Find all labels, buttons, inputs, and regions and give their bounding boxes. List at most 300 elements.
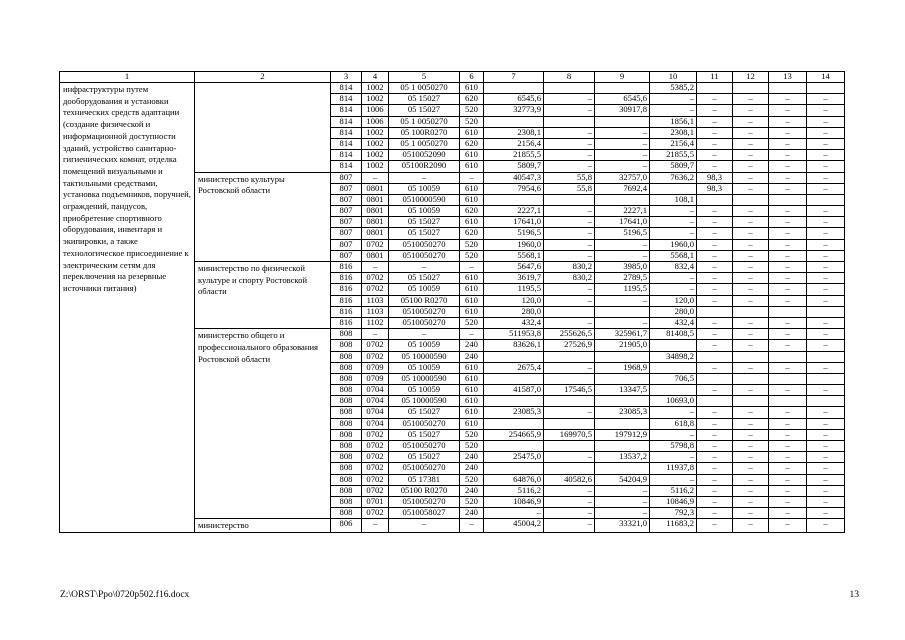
table-cell: – xyxy=(362,519,389,533)
table-cell: 05 17381 xyxy=(389,474,460,485)
table-cell xyxy=(697,351,733,362)
column-number-6: 6 xyxy=(460,72,484,83)
table-cell: 1002 xyxy=(362,83,389,94)
table-cell: 05 10059 xyxy=(389,183,460,194)
executor-label: министерство общего и профессионального образования Ростовской области xyxy=(195,329,331,519)
table-cell: 11683,2 xyxy=(650,519,697,533)
table-cell: 0702 xyxy=(362,351,389,362)
table-cell: 1968,9 xyxy=(595,362,650,373)
table-cell: – xyxy=(733,239,769,250)
table-cell: – xyxy=(697,385,733,396)
table-cell: – xyxy=(650,217,697,228)
table-cell: 0709 xyxy=(362,373,389,384)
table-cell: 23085,3 xyxy=(595,407,650,418)
table-cell: 814 xyxy=(331,138,362,149)
table-cell: 816 xyxy=(331,306,362,317)
table-cell: 808 xyxy=(331,508,362,519)
table-cell: 0702 xyxy=(362,474,389,485)
table-cell: – xyxy=(769,172,807,183)
table-cell: 13537,2 xyxy=(595,452,650,463)
table-cell: 83626,1 xyxy=(484,340,544,351)
table-cell: – xyxy=(769,284,807,295)
table-cell xyxy=(544,116,595,127)
table-cell: – xyxy=(733,340,769,351)
table-cell xyxy=(484,441,544,452)
table-cell: – xyxy=(769,317,807,328)
table-cell: – xyxy=(733,183,769,194)
table-cell: – xyxy=(769,250,807,261)
table-cell: 240 xyxy=(460,508,484,519)
table-cell: – xyxy=(595,150,650,161)
table-cell: 807 xyxy=(331,206,362,217)
table-cell: 0510050270 xyxy=(389,317,460,328)
table-cell: 520 xyxy=(460,474,484,485)
table-cell: 30917,8 xyxy=(595,105,650,116)
table-cell: 2308,1 xyxy=(650,127,697,138)
table-cell: 5568,1 xyxy=(484,250,544,261)
table-cell: 814 xyxy=(331,116,362,127)
table-cell: 808 xyxy=(331,474,362,485)
table-cell xyxy=(697,396,733,407)
table-cell: – xyxy=(733,161,769,172)
table-cell: 806 xyxy=(331,519,362,533)
executor-label xyxy=(195,83,331,173)
table-cell: – xyxy=(807,217,845,228)
table-cell xyxy=(595,116,650,127)
table-cell: – xyxy=(697,150,733,161)
table-cell: 05 1 0050270 xyxy=(389,116,460,127)
table-cell: 816 xyxy=(331,284,362,295)
table-cell: 814 xyxy=(331,161,362,172)
table-cell: – xyxy=(807,452,845,463)
table-cell: – xyxy=(733,441,769,452)
table-cell xyxy=(484,373,544,384)
table-cell: – xyxy=(544,250,595,261)
table-cell: – xyxy=(769,94,807,105)
table-cell xyxy=(595,351,650,362)
table-cell: 1002 xyxy=(362,138,389,149)
table-cell xyxy=(733,306,769,317)
table-cell: 610 xyxy=(460,194,484,205)
table-cell: – xyxy=(697,429,733,440)
table-cell: 814 xyxy=(331,83,362,94)
table-cell xyxy=(807,83,845,94)
table-cell: – xyxy=(769,452,807,463)
table-cell xyxy=(544,194,595,205)
table-cell: – xyxy=(697,329,733,340)
table-cell: – xyxy=(769,340,807,351)
table-cell: – xyxy=(697,105,733,116)
table-cell: – xyxy=(807,105,845,116)
table-cell: – xyxy=(697,452,733,463)
table-cell: 0709 xyxy=(362,362,389,373)
table-cell: 1960,0 xyxy=(650,239,697,250)
table-cell: – xyxy=(544,150,595,161)
footer-file-path: Z:\ORST\Ppo\0720p502.f16.docx xyxy=(60,590,190,600)
table-cell: – xyxy=(595,127,650,138)
table-cell: 325961,7 xyxy=(595,329,650,340)
table-cell: – xyxy=(769,418,807,429)
table-cell: 280,0 xyxy=(650,306,697,317)
table-cell: – xyxy=(769,519,807,533)
table-cell: – xyxy=(769,362,807,373)
table-cell: 3985,0 xyxy=(595,262,650,273)
column-number-12: 12 xyxy=(733,72,769,83)
table-cell: 05 10000590 xyxy=(389,351,460,362)
table-cell: 1002 xyxy=(362,127,389,138)
table-cell: 05100 R0270 xyxy=(389,485,460,496)
table-cell: – xyxy=(807,485,845,496)
table-cell: 5798,8 xyxy=(650,441,697,452)
table-cell: 0702 xyxy=(362,284,389,295)
table-cell: 0702 xyxy=(362,452,389,463)
column-number-8: 8 xyxy=(544,72,595,83)
table-cell: 808 xyxy=(331,463,362,474)
table-cell: 0510050270 xyxy=(389,463,460,474)
table-cell xyxy=(595,83,650,94)
table-cell: – xyxy=(650,206,697,217)
table-cell: 620 xyxy=(460,228,484,239)
table-cell: 05 10000590 xyxy=(389,396,460,407)
table-cell: – xyxy=(807,127,845,138)
table-cell: 832,4 xyxy=(650,262,697,273)
table-cell: 432,4 xyxy=(484,317,544,328)
table-cell: 1006 xyxy=(362,116,389,127)
table-cell: 21905,0 xyxy=(595,340,650,351)
table-cell: – xyxy=(544,228,595,239)
table-cell: 0510050270 xyxy=(389,496,460,507)
table-cell xyxy=(769,306,807,317)
table-cell xyxy=(697,83,733,94)
table-cell: 255626,5 xyxy=(544,329,595,340)
table-cell: 21855,5 xyxy=(484,150,544,161)
table-cell: 808 xyxy=(331,429,362,440)
table-cell: – xyxy=(697,228,733,239)
table-cell: – xyxy=(733,362,769,373)
table-cell: – xyxy=(807,228,845,239)
table-cell: 807 xyxy=(331,194,362,205)
table-cell: 7636,2 xyxy=(650,172,697,183)
table-cell: – xyxy=(807,441,845,452)
table-cell: – xyxy=(650,474,697,485)
table-cell: – xyxy=(544,217,595,228)
table-cell: 816 xyxy=(331,295,362,306)
table-cell: 610 xyxy=(460,306,484,317)
table-cell xyxy=(544,306,595,317)
table-cell: 120,0 xyxy=(650,295,697,306)
table-cell: – xyxy=(807,172,845,183)
table-cell: 808 xyxy=(331,407,362,418)
table-cell: – xyxy=(733,284,769,295)
column-number-7: 7 xyxy=(484,72,544,83)
table-cell: 5116,2 xyxy=(484,485,544,496)
table-cell: 32757,0 xyxy=(595,172,650,183)
table-cell: – xyxy=(362,329,389,340)
table-cell: 5116,2 xyxy=(650,485,697,496)
table-cell: – xyxy=(807,407,845,418)
table-cell xyxy=(595,441,650,452)
table-cell: 706,5 xyxy=(650,373,697,384)
table-cell: 808 xyxy=(331,418,362,429)
table-cell: – xyxy=(807,474,845,485)
table-cell: 1195,5 xyxy=(595,284,650,295)
table-cell: 05 15027 xyxy=(389,217,460,228)
table-cell: 618,8 xyxy=(650,418,697,429)
table-cell xyxy=(595,194,650,205)
table-cell: 807 xyxy=(331,250,362,261)
table-cell: – xyxy=(769,183,807,194)
table-cell: – xyxy=(650,94,697,105)
table-cell: – xyxy=(697,273,733,284)
table-cell: 808 xyxy=(331,373,362,384)
table-cell xyxy=(544,396,595,407)
table-cell: 5809,7 xyxy=(650,161,697,172)
table-cell xyxy=(484,83,544,94)
table-cell: 0702 xyxy=(362,340,389,351)
column-number-4: 4 xyxy=(362,72,389,83)
table-cell: – xyxy=(769,329,807,340)
table-cell: 0702 xyxy=(362,239,389,250)
table-cell: 34898,2 xyxy=(650,351,697,362)
table-cell: – xyxy=(595,496,650,507)
table-row xyxy=(60,83,845,94)
table-cell: – xyxy=(484,508,544,519)
table-cell: – xyxy=(544,138,595,149)
table-cell: 0702 xyxy=(362,273,389,284)
table-cell: – xyxy=(544,284,595,295)
table-cell: – xyxy=(807,284,845,295)
table-cell: – xyxy=(544,485,595,496)
table-cell: 5385,2 xyxy=(650,83,697,94)
table-cell: 21855,5 xyxy=(650,150,697,161)
table-cell: 1006 xyxy=(362,105,389,116)
table-cell: – xyxy=(697,127,733,138)
table-cell: – xyxy=(807,340,845,351)
table-cell: 0701 xyxy=(362,496,389,507)
table-cell: 05 15027 xyxy=(389,429,460,440)
table-cell: – xyxy=(389,172,460,183)
table-cell: 240 xyxy=(460,463,484,474)
table-cell: 807 xyxy=(331,172,362,183)
table-cell: 2308,1 xyxy=(484,127,544,138)
table-cell: – xyxy=(733,519,769,533)
table-cell: 1102 xyxy=(362,317,389,328)
table-cell: – xyxy=(362,172,389,183)
table-cell: – xyxy=(544,496,595,507)
table-cell: – xyxy=(807,463,845,474)
table-cell: – xyxy=(733,317,769,328)
table-cell: – xyxy=(807,138,845,149)
table-cell: – xyxy=(733,105,769,116)
table-cell: – xyxy=(769,138,807,149)
table-cell: 610 xyxy=(460,217,484,228)
table-cell: – xyxy=(650,284,697,295)
column-number-5: 5 xyxy=(389,72,460,83)
table-cell: 2675,4 xyxy=(484,362,544,373)
table-cell: – xyxy=(595,161,650,172)
table-cell: – xyxy=(595,138,650,149)
table-cell: – xyxy=(769,127,807,138)
table-cell: 5568,1 xyxy=(650,250,697,261)
table-cell: 610 xyxy=(460,83,484,94)
table-cell: 05 15027 xyxy=(389,452,460,463)
table-cell xyxy=(769,194,807,205)
table-cell: 520 xyxy=(460,317,484,328)
column-number-10: 10 xyxy=(650,72,697,83)
table-cell: 5647,6 xyxy=(484,262,544,273)
table-cell: – xyxy=(769,485,807,496)
table-cell: 197912,9 xyxy=(595,429,650,440)
table-cell: 792,3 xyxy=(650,508,697,519)
table-cell xyxy=(697,194,733,205)
table-cell: 05 1 0050270 xyxy=(389,83,460,94)
table-cell: 5196,5 xyxy=(595,228,650,239)
column-number-1: 1 xyxy=(60,72,195,83)
table-cell: – xyxy=(544,508,595,519)
column-number-row xyxy=(60,72,845,83)
table-cell: 1960,0 xyxy=(484,239,544,250)
table-cell: 610 xyxy=(460,183,484,194)
table-cell: 54204,9 xyxy=(595,474,650,485)
table-cell: 0801 xyxy=(362,206,389,217)
table-cell: 7954,6 xyxy=(484,183,544,194)
table-cell: 520 xyxy=(460,496,484,507)
table-cell xyxy=(484,194,544,205)
table-cell: 610 xyxy=(460,362,484,373)
table-cell xyxy=(807,351,845,362)
table-cell: – xyxy=(769,228,807,239)
table-cell: 0702 xyxy=(362,508,389,519)
table-cell: 05100R2090 xyxy=(389,161,460,172)
table-cell: 40582,6 xyxy=(544,474,595,485)
page-number: 13 xyxy=(849,590,859,600)
table-cell: – xyxy=(807,329,845,340)
table-cell xyxy=(697,373,733,384)
table-cell xyxy=(595,418,650,429)
table-cell xyxy=(484,418,544,429)
table-cell: – xyxy=(650,452,697,463)
table-cell: – xyxy=(733,116,769,127)
table-cell: 520 xyxy=(460,116,484,127)
table-cell: 814 xyxy=(331,150,362,161)
table-cell xyxy=(544,351,595,362)
table-cell: 0702 xyxy=(362,429,389,440)
table-cell: – xyxy=(697,239,733,250)
table-cell: 1195,5 xyxy=(484,284,544,295)
table-cell: – xyxy=(362,262,389,273)
table-cell: 2789,5 xyxy=(595,273,650,284)
table-cell xyxy=(544,441,595,452)
executor-label: министерство по физической культуре и спорту Ростовской области xyxy=(195,262,331,329)
table-cell xyxy=(697,306,733,317)
table-cell: – xyxy=(733,138,769,149)
table-cell: 280,0 xyxy=(484,306,544,317)
table-cell: 610 xyxy=(460,150,484,161)
table-cell: 32773,9 xyxy=(484,105,544,116)
table-cell: – xyxy=(807,418,845,429)
table-cell: 05 15027 xyxy=(389,94,460,105)
table-cell: 0704 xyxy=(362,407,389,418)
table-cell: – xyxy=(544,407,595,418)
table-cell: – xyxy=(769,295,807,306)
table-cell: 0510050270 xyxy=(389,239,460,250)
table-cell: – xyxy=(733,429,769,440)
table-cell: – xyxy=(733,273,769,284)
table-cell: – xyxy=(769,496,807,507)
table-cell: 17546,5 xyxy=(544,385,595,396)
table-cell: – xyxy=(544,239,595,250)
table-cell: 610 xyxy=(460,418,484,429)
table-cell: – xyxy=(595,317,650,328)
table-cell: – xyxy=(650,429,697,440)
table-cell: 808 xyxy=(331,340,362,351)
table-cell: 64876,0 xyxy=(484,474,544,485)
table-cell: 0510052090 xyxy=(389,150,460,161)
table-cell: – xyxy=(697,362,733,373)
table-cell: – xyxy=(807,161,845,172)
table-cell: 05 15027 xyxy=(389,228,460,239)
table-cell: 81408,5 xyxy=(650,329,697,340)
table-cell: 0702 xyxy=(362,463,389,474)
table-cell: 620 xyxy=(460,138,484,149)
table-cell: – xyxy=(807,362,845,373)
table-cell: – xyxy=(733,385,769,396)
table-cell: – xyxy=(697,161,733,172)
table-cell: 33321,0 xyxy=(595,519,650,533)
table-cell: 432,4 xyxy=(650,317,697,328)
table-cell: 5809,7 xyxy=(484,161,544,172)
table-cell xyxy=(650,340,697,351)
table-cell: 0704 xyxy=(362,418,389,429)
table-cell: 1856,1 xyxy=(650,116,697,127)
table-cell: 808 xyxy=(331,396,362,407)
table-cell: 05 10059 xyxy=(389,385,460,396)
table-cell: – xyxy=(544,105,595,116)
table-cell: – xyxy=(807,239,845,250)
table-cell: – xyxy=(769,508,807,519)
table-cell: 0801 xyxy=(362,228,389,239)
table-cell: – xyxy=(544,161,595,172)
table-cell: – xyxy=(807,206,845,217)
table-cell: 0510058027 xyxy=(389,508,460,519)
table-cell: 610 xyxy=(460,127,484,138)
table-cell: – xyxy=(733,172,769,183)
table-cell: 808 xyxy=(331,485,362,496)
table-cell: 05 15027 xyxy=(389,105,460,116)
table-cell: – xyxy=(807,519,845,533)
table-cell: 05 10059 xyxy=(389,340,460,351)
table-cell: – xyxy=(544,206,595,217)
table-cell: 816 xyxy=(331,273,362,284)
table-cell: 610 xyxy=(460,273,484,284)
column-number-13: 13 xyxy=(769,72,807,83)
table-cell: 520 xyxy=(460,441,484,452)
table-cell xyxy=(544,418,595,429)
table-cell: 6545,6 xyxy=(484,94,544,105)
table-cell: – xyxy=(769,273,807,284)
table-cell xyxy=(733,351,769,362)
table-cell: 05 10059 xyxy=(389,362,460,373)
table-cell: – xyxy=(807,94,845,105)
table-cell: – xyxy=(733,127,769,138)
table-cell: – xyxy=(807,317,845,328)
table-cell: 0510050270 xyxy=(389,306,460,317)
table-cell xyxy=(807,373,845,384)
table-cell: 0702 xyxy=(362,441,389,452)
table-cell: – xyxy=(389,262,460,273)
table-cell: – xyxy=(807,183,845,194)
table-cell: 3619,7 xyxy=(484,273,544,284)
